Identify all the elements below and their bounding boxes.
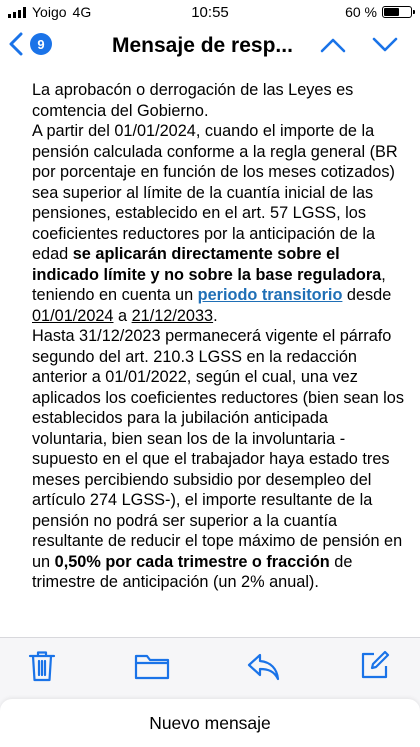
back-chevron-icon xyxy=(8,32,24,56)
back-button[interactable] xyxy=(8,32,52,56)
status-bar xyxy=(0,0,420,24)
battery-icon xyxy=(382,6,412,18)
folder-icon xyxy=(134,652,170,680)
paragraph-2 xyxy=(32,121,404,326)
new-message-drawer[interactable] xyxy=(0,699,420,747)
compose-icon xyxy=(360,650,390,680)
reply-button[interactable] xyxy=(246,652,280,687)
battery-fill xyxy=(384,8,399,16)
delete-button[interactable] xyxy=(28,650,56,687)
paragraph-3 xyxy=(32,326,404,593)
text-segment: , teniendo en cuenta un xyxy=(32,265,386,304)
trash-icon xyxy=(28,650,56,682)
carrier-name: Yoigo xyxy=(32,4,67,20)
text-segment: a xyxy=(113,306,132,325)
paragraph-1: La aprobacón o derrogación de las Leyes es comtencia del Gobierno. xyxy=(32,81,354,120)
text-segment: desde xyxy=(342,286,392,304)
text-segment: de trimestre de anticipación (un 2% anual). xyxy=(32,552,353,591)
message-body xyxy=(32,80,404,593)
chevron-down-icon xyxy=(372,36,398,54)
periodo-transitorio-link[interactable]: periodo transitorio xyxy=(197,286,343,304)
next-message-button[interactable] xyxy=(372,36,398,59)
chevron-up-icon xyxy=(320,36,346,54)
text-segment: . xyxy=(213,306,218,325)
date-link-start[interactable]: 01/01/2024 xyxy=(32,306,114,325)
text-segment: Hasta 31/12/2023 permanecerá vigente el párrafo segundo del art. 210.3 LGSS en la redacción anterior a 01/01/2022, según el cual, una vez aplicados los coeficientes reductores (bien sean los establecidos para la jubilación anticipada voluntaria, bien sean los de la involuntaria -supuesto en el que el trabajador haya estado tres meses percibiendo subsidio por desempleo del artículo 274 LGSS-), el importe resultante de la pensión no podrá ser superior a la cuantía resultante de reducir el tope máximo de pensión en un xyxy=(32,327,404,571)
unread-count-badge: 9 xyxy=(30,33,52,55)
bottom-toolbar xyxy=(0,637,420,694)
nav-title: Mensaje de resp... xyxy=(112,34,293,57)
status-time: 10:55 xyxy=(191,4,229,21)
text-segment: A partir del 01/01/2024, cuando el importe de la pensión calculada conforme a la regla general (BR por porcentaje en función de los meses cotizados) sea superior al límite de la cuantía inicial de las pensiones, establecido en el art. 57 LGSS, los coeficientes reductores por la anticipación de la edad xyxy=(32,122,398,263)
bold-text: se aplicarán directamente sobre el indicado límite y no sobre la base reguladora xyxy=(32,245,382,284)
status-right xyxy=(345,4,412,20)
network-type: 4G xyxy=(72,4,92,20)
compose-button[interactable] xyxy=(360,650,390,685)
date-link-end[interactable]: 21/12/2033 xyxy=(131,306,214,325)
move-to-folder-button[interactable] xyxy=(134,652,170,685)
compose-bar xyxy=(0,693,420,747)
reply-icon xyxy=(246,652,280,682)
bold-text: 0,50% por cada trimestre o fracción xyxy=(54,552,330,571)
battery-percentage: 60 % xyxy=(345,4,377,20)
nav-bar xyxy=(0,24,420,70)
previous-message-button[interactable] xyxy=(320,36,346,59)
new-message-label: Nuevo mensaje xyxy=(149,713,271,733)
